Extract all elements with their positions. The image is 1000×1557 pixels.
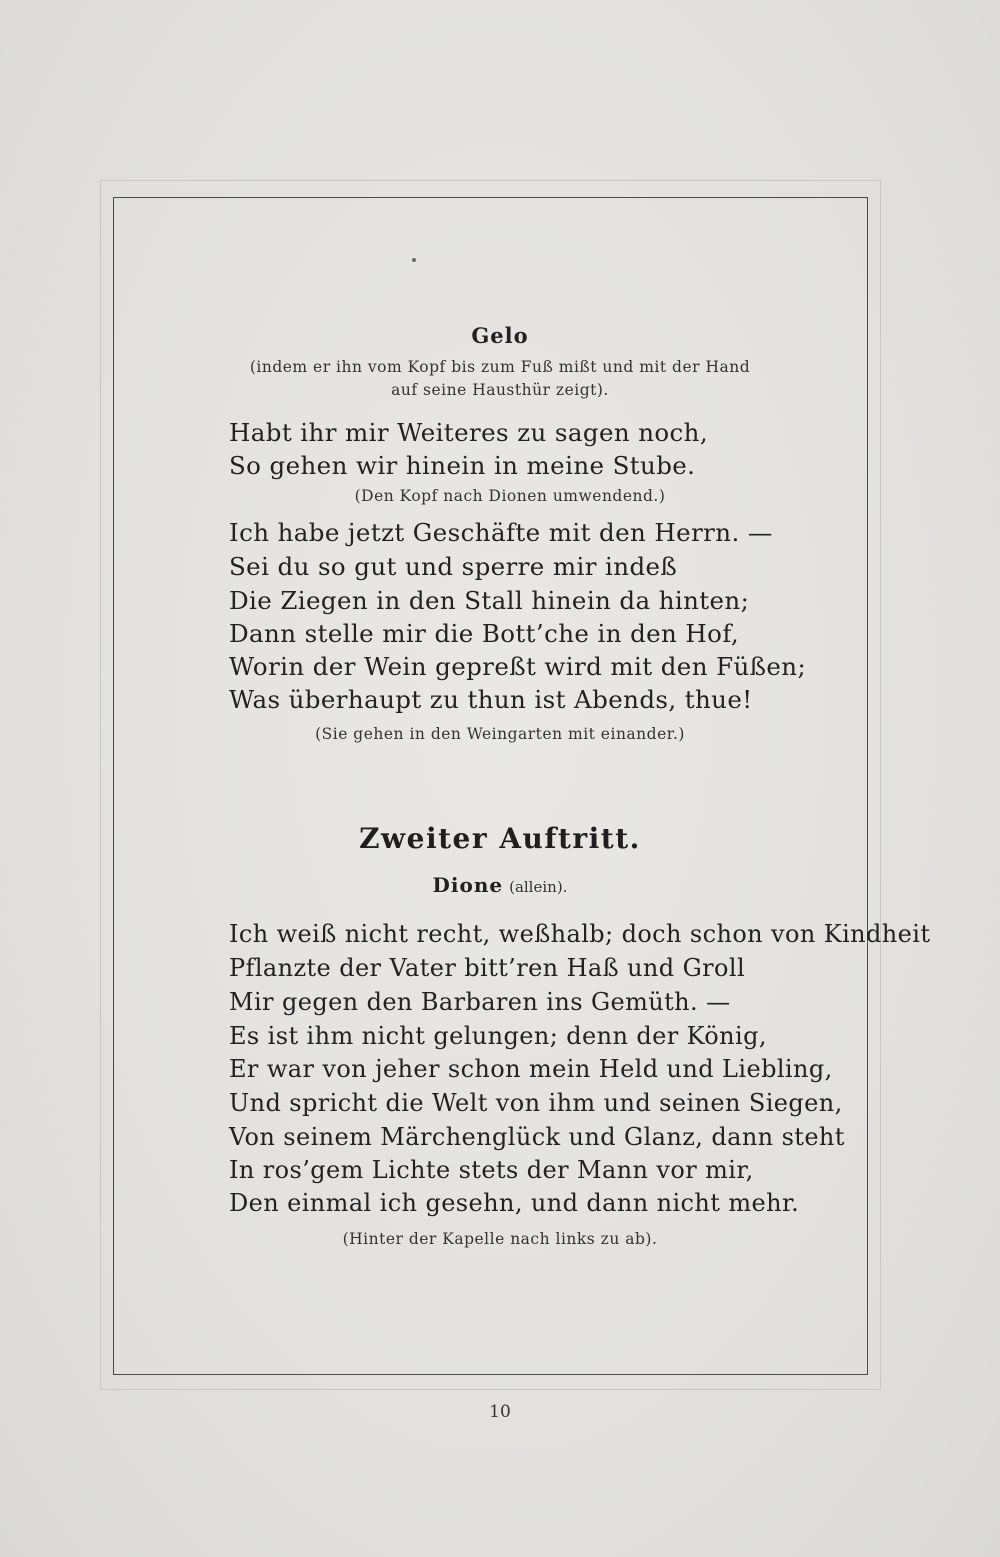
verse-line: Es ist ihm nicht gelungen; denn der König, bbox=[229, 1022, 767, 1050]
verse-line: So gehen wir hinein in meine Stube. bbox=[229, 451, 696, 480]
verse-line: Pflanzte der Vater bitt’ren Haß und Groll bbox=[229, 954, 746, 982]
stage-direction-2: (Den Kopf nach Dionen umwendend.) bbox=[354, 487, 666, 505]
speaker-name-dione: Dione bbox=[432, 873, 504, 897]
verse-line: Worin der Wein gepreßt wird mit den Füßen; bbox=[229, 652, 807, 681]
speaker-line-dione bbox=[0, 873, 1000, 897]
verse-line: Die Ziegen in den Stall hinein da hinten; bbox=[229, 586, 750, 615]
verse-line: Ich weiß nicht recht, weßhalb; doch schon von Kindheit bbox=[229, 920, 931, 948]
verse-line: Den einmal ich gesehn, und dann nicht mehr. bbox=[229, 1189, 800, 1217]
verse-line: Dann stelle mir die Bott’che in den Hof, bbox=[229, 619, 740, 648]
speaker-aside: (allein). bbox=[509, 878, 568, 896]
stage-direction-3: (Sie gehen in den Weingarten mit einander.) bbox=[315, 725, 685, 743]
verse-line: In ros’gem Lichte stets der Mann vor mir, bbox=[229, 1156, 754, 1184]
verse-line: Und spricht die Welt von ihm und seinen Siegen, bbox=[229, 1089, 843, 1117]
speaker-name-gelo: Gelo bbox=[471, 323, 529, 348]
verse-line: Was überhaupt zu thun ist Abends, thue! bbox=[229, 685, 753, 714]
verse-line: Er war von jeher schon mein Held und Liebling, bbox=[229, 1055, 833, 1083]
verse-line: Habt ihr mir Weiteres zu sagen noch, bbox=[229, 418, 709, 447]
verse-line: Sei du so gut und sperre mir indeß bbox=[229, 552, 678, 581]
scene-title: Zweiter Auftritt. bbox=[359, 822, 641, 855]
verse-line: Von seinem Märchenglück und Glanz, dann steht bbox=[229, 1123, 845, 1151]
print-speck bbox=[412, 258, 416, 262]
verse-line: Mir gegen den Barbaren ins Gemüth. — bbox=[229, 988, 731, 1016]
verse-line: Ich habe jetzt Geschäfte mit den Herrn. — bbox=[229, 518, 773, 547]
page-number: 10 bbox=[489, 1402, 511, 1422]
stage-direction-4: (Hinter der Kapelle nach links zu ab). bbox=[342, 1230, 658, 1248]
stage-direction-gelo-1: (indem er ihn vom Kopf bis zum Fuß mißt und mit der Hand bbox=[249, 358, 751, 376]
stage-direction-gelo-2: auf seine Hausthür zeigt). bbox=[391, 381, 609, 399]
